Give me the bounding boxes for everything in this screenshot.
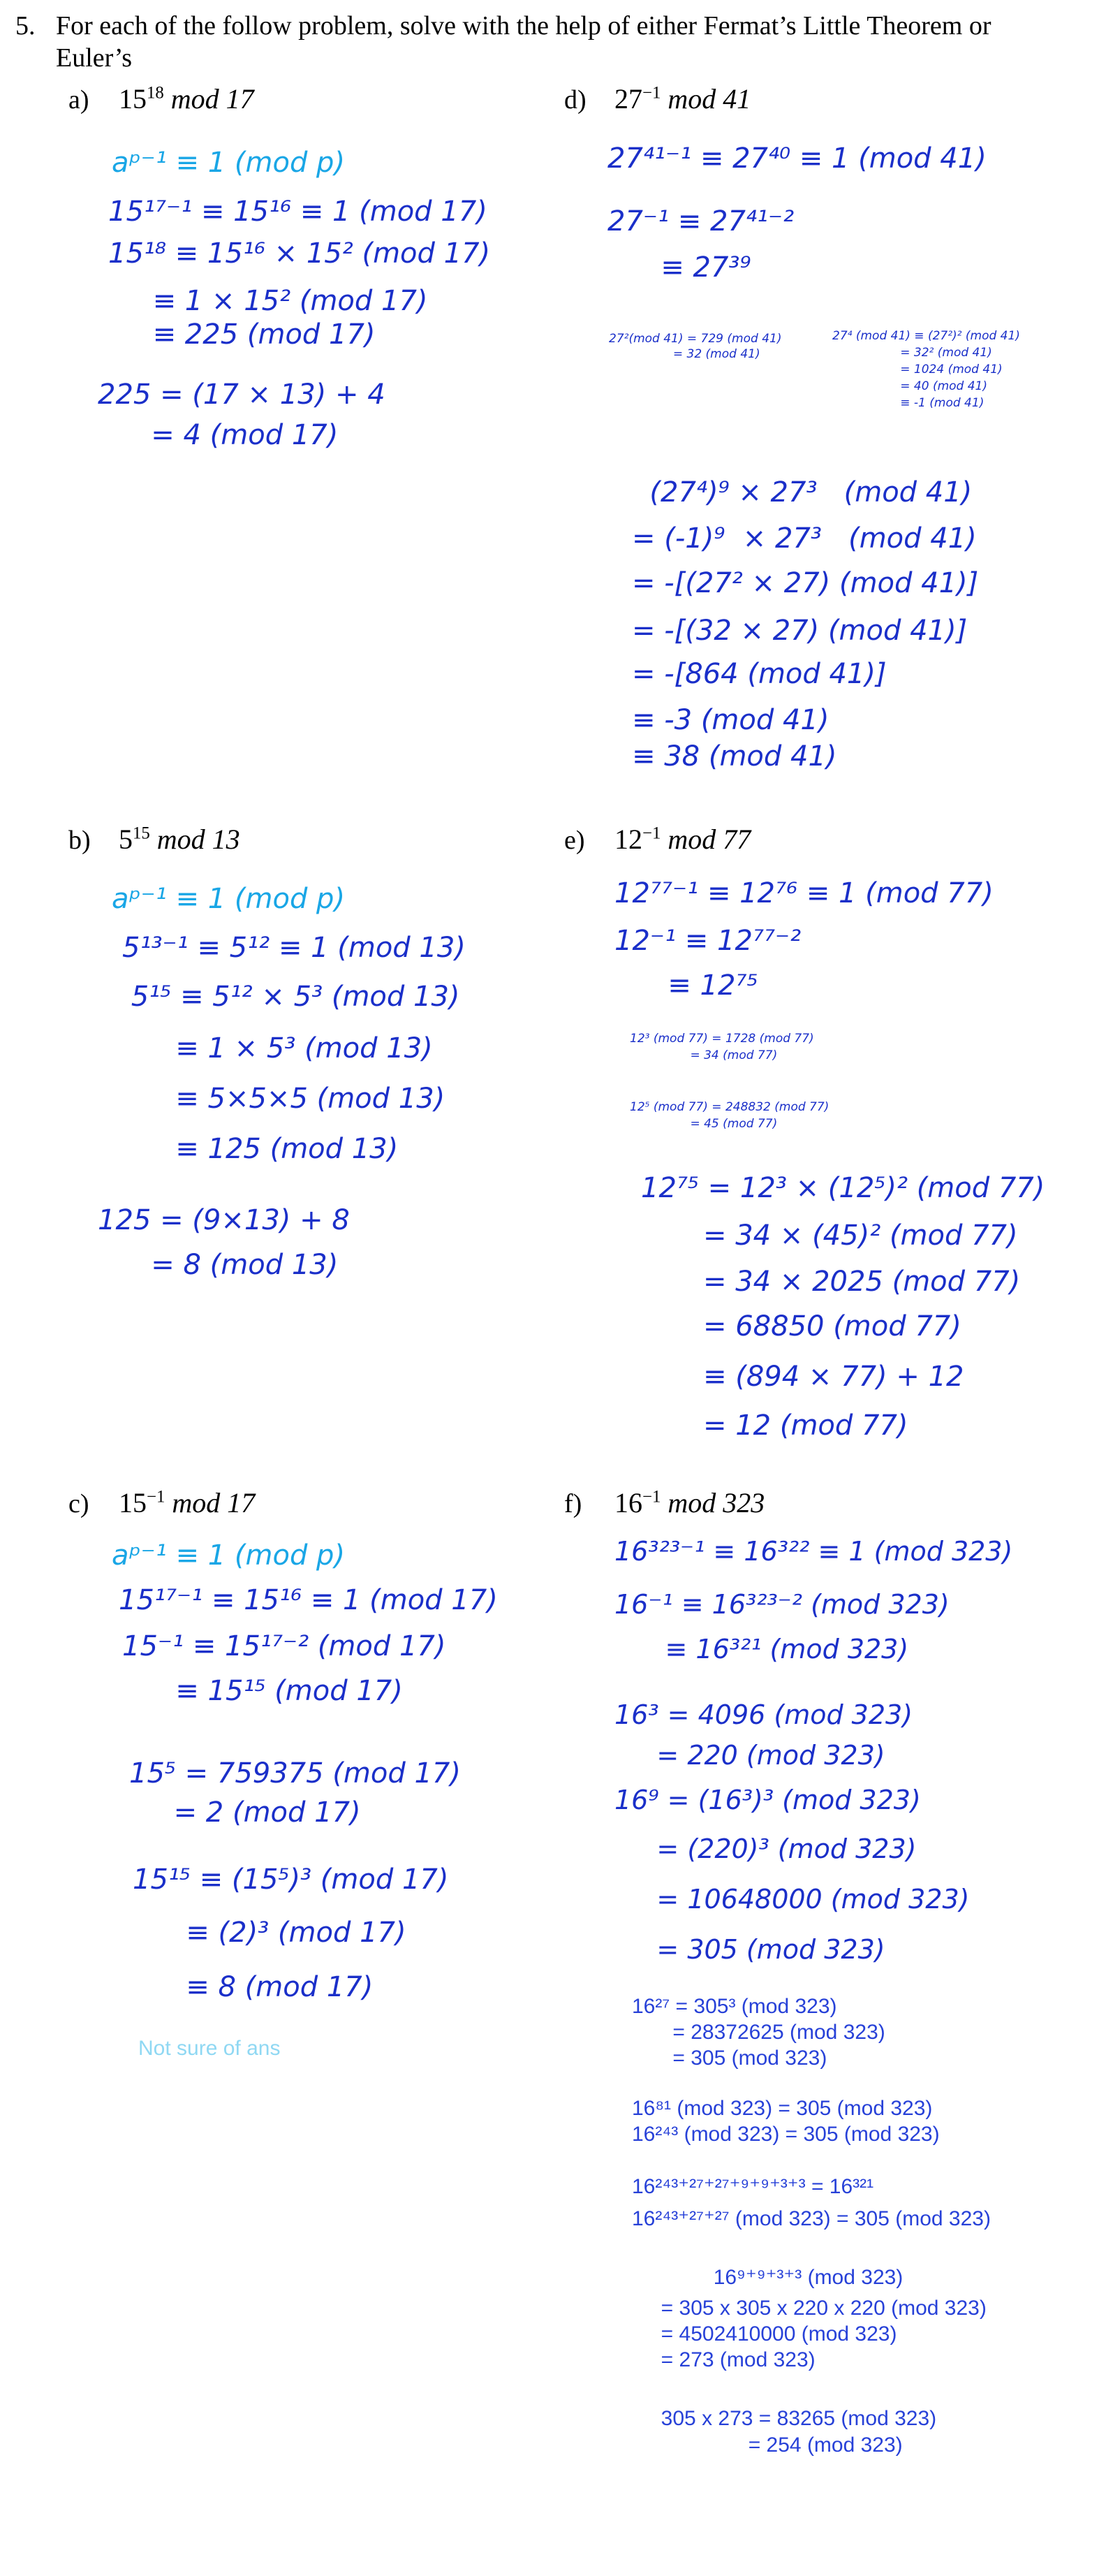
problem-label: b): [68, 826, 91, 855]
work-line: = 12 (mod 77): [641, 1410, 908, 1442]
problem-b-heading: [68, 823, 240, 856]
problem-modulus: mod 17: [170, 83, 254, 115]
work-line: 15¹⁷⁻¹ ≡ 15¹⁶ ≡ 1 (mod 17): [108, 196, 487, 228]
work-line: ≡ 5×5×5 (mod 13): [122, 1083, 445, 1115]
side-calc: = 32² (mod 41): [832, 346, 992, 360]
side-calc: = 1024 (mod 41): [832, 363, 1003, 376]
typed-line: = 28372625 (mod 323): [632, 2021, 885, 2044]
work-line: = 10648000 (mod 323): [614, 1884, 970, 1915]
work-line: = (220)³ (mod 323): [614, 1834, 917, 1864]
side-calc: 12³ (mod 77) = 1728 (mod 77): [630, 1032, 814, 1046]
typed-line: = 4502410000 (mod 323): [632, 2322, 897, 2346]
work-line: ≡ 12⁷⁵: [614, 969, 758, 1002]
uncertainty-note: Not sure of ans: [138, 2037, 281, 2060]
side-calc: ≡ -1 (mod 41): [832, 396, 985, 410]
typed-line: 16²⁴³ (mod 323) = 305 (mod 323): [632, 2123, 940, 2146]
work-line: 15⁻¹ ≡ 15¹⁷⁻² (mod 17): [122, 1630, 446, 1662]
typed-line: 16²⁷ = 305³ (mod 323): [632, 1995, 837, 2018]
work-line: = 2 (mod 17): [129, 1796, 361, 1829]
work-line: 12⁻¹ ≡ 12⁷⁷⁻²: [614, 925, 802, 957]
work-line: = (-1)⁹ × 27³ (mod 41): [632, 522, 977, 555]
work-line: = 220 (mod 323): [614, 1740, 885, 1771]
fermat-statement: aᵖ⁻¹ ≡ 1 (mod p): [112, 883, 346, 915]
question-text: [15, 10, 1091, 74]
work-line: 16⁹ = (16³)³ (mod 323): [614, 1785, 921, 1815]
problem-base: 15: [119, 1487, 147, 1518]
work-line: 15¹⁵ ≡ (15⁵)³ (mod 17): [133, 1864, 449, 1896]
work-line: ≡ 27³⁹: [607, 251, 751, 284]
problem-base: 5: [119, 824, 133, 855]
typed-line: = 305 (mod 323): [632, 2047, 827, 2070]
typed-line: 16⁸¹ (mod 323) = 305 (mod 323): [632, 2097, 933, 2120]
work-line: 125 = (9×13) + 8: [98, 1204, 350, 1236]
fermat-statement: aᵖ⁻¹ ≡ 1 (mod p): [112, 147, 346, 179]
work-line: = -[(27² × 27) (mod 41)]: [632, 567, 979, 599]
work-line: 16⁻¹ ≡ 16³²³⁻² (mod 323): [614, 1589, 950, 1620]
problem-label: c): [68, 1489, 89, 1518]
problem-modulus: mod 41: [668, 83, 751, 115]
work-line: 27⁻¹ ≡ 27⁴¹⁻²: [607, 205, 795, 237]
work-line: ≡ 38 (mod 41): [632, 740, 837, 773]
work-line: ≡ 1 × 5³ (mod 13): [122, 1032, 433, 1064]
work-line: ≡ 225 (mod 17): [108, 319, 376, 351]
question-line-2: Euler’s: [56, 43, 133, 73]
typed-line: = 305 x 305 x 220 x 220 (mod 323): [632, 2297, 987, 2320]
problem-base: 12: [614, 824, 642, 855]
typed-line: 16⁹⁺⁹⁺³⁺³ (mod 323): [632, 2266, 904, 2289]
problem-label: d): [564, 85, 587, 115]
problem-label: a): [68, 85, 89, 115]
side-calc: 27⁴ (mod 41) ≡ (27²)² (mod 41): [832, 329, 1020, 343]
problem-a-heading: [68, 82, 254, 115]
work-line: 16³²³⁻¹ ≡ 16³²² ≡ 1 (mod 323): [614, 1536, 1013, 1567]
problem-c-heading: [68, 1486, 255, 1519]
work-line: 12⁷⁷⁻¹ ≡ 12⁷⁶ ≡ 1 (mod 77): [614, 877, 994, 909]
problem-exponent: −1: [642, 824, 661, 843]
side-calc: = 40 (mod 41): [832, 379, 988, 393]
problem-label: e): [564, 826, 585, 855]
work-line: ≡ (894 × 77) + 12: [641, 1361, 964, 1393]
work-line: 12⁷⁵ = 12³ × (12⁵)² (mod 77): [641, 1172, 1045, 1204]
problem-d-heading: [564, 82, 751, 115]
work-line: (27⁴)⁹ × 27³ (mod 41): [632, 476, 973, 508]
side-calc: = 32 (mod 41): [609, 347, 760, 361]
problem-exponent: −1: [642, 83, 661, 103]
problem-modulus: mod 17: [172, 1487, 256, 1518]
work-line: = -[(32 × 27) (mod 41)]: [632, 615, 968, 647]
problem-e-heading: [564, 823, 751, 856]
work-line: 15¹⁸ ≡ 15¹⁶ × 15² (mod 17): [108, 237, 491, 270]
typed-line: = 254 (mod 323): [632, 2434, 903, 2457]
problem-base: 27: [614, 83, 642, 115]
problem-exponent: −1: [147, 1487, 165, 1507]
work-line: 5¹³⁻¹ ≡ 5¹² ≡ 1 (mod 13): [122, 932, 466, 964]
work-line: ≡ -3 (mod 41): [632, 704, 830, 736]
work-line: ≡ 16³²¹ (mod 323): [614, 1634, 909, 1664]
work-line: 15¹⁷⁻¹ ≡ 15¹⁶ ≡ 1 (mod 17): [119, 1584, 498, 1616]
problem-modulus: mod 77: [668, 824, 751, 855]
typed-line: = 273 (mod 323): [632, 2348, 816, 2371]
work-line: = 34 × 2025 (mod 77): [641, 1266, 1021, 1298]
work-line: ≡ 1 × 15² (mod 17): [108, 285, 428, 317]
problem-exponent: 15: [133, 824, 150, 843]
work-line: 27⁴¹⁻¹ ≡ 27⁴⁰ ≡ 1 (mod 41): [607, 142, 987, 175]
question-number: 5.: [15, 11, 36, 41]
work-line: = 305 (mod 323): [614, 1934, 885, 1965]
question-line-1: For each of the follow problem, solve with the help of either Fermat’s Little Theorem or: [56, 11, 991, 41]
work-line: = 4 (mod 17): [98, 419, 339, 451]
work-line: ≡ 15¹⁵ (mod 17): [122, 1675, 403, 1707]
typed-line: 16²⁴³⁺²⁷⁺²⁷⁺⁹⁺⁹⁺³⁺³ = 16³²¹: [632, 2175, 874, 2198]
problem-base: 15: [119, 83, 147, 115]
work-line: ≡ 125 (mod 13): [122, 1133, 399, 1165]
problem-base: 16: [614, 1487, 642, 1518]
work-line: 16³ = 4096 (mod 323): [614, 1699, 913, 1730]
work-line: = -[864 (mod 41)]: [632, 658, 887, 690]
side-calc: 12⁵ (mod 77) = 248832 (mod 77): [630, 1100, 830, 1114]
side-calc: = 34 (mod 77): [630, 1048, 778, 1062]
fermat-statement: aᵖ⁻¹ ≡ 1 (mod p): [112, 1539, 346, 1572]
work-line: = 8 (mod 13): [98, 1249, 339, 1281]
problem-modulus: mod 13: [156, 824, 240, 855]
work-line: ≡ (2)³ (mod 17): [133, 1917, 406, 1949]
problem-exponent: −1: [642, 1487, 661, 1507]
typed-line: 16²⁴³⁺²⁷⁺²⁷ (mod 323) = 305 (mod 323): [632, 2207, 991, 2230]
typed-line: 305 x 273 = 83265 (mod 323): [632, 2407, 937, 2430]
problem-label: f): [564, 1489, 582, 1518]
side-calc: = 45 (mod 77): [630, 1117, 778, 1131]
problem-f-heading: [564, 1486, 765, 1519]
work-line: ≡ 8 (mod 17): [133, 1971, 374, 2003]
side-calc: 27²(mod 41) = 729 (mod 41): [609, 332, 782, 346]
work-line: 5¹⁵ ≡ 5¹² × 5³ (mod 13): [122, 981, 460, 1013]
work-line: 225 = (17 × 13) + 4: [98, 379, 385, 411]
work-line: = 34 × (45)² (mod 77): [641, 1220, 1018, 1252]
work-line: 15⁵ = 759375 (mod 17): [129, 1757, 461, 1790]
problem-exponent: 18: [147, 83, 164, 103]
problem-modulus: mod 323: [668, 1487, 765, 1518]
work-line: = 68850 (mod 77): [641, 1310, 961, 1342]
